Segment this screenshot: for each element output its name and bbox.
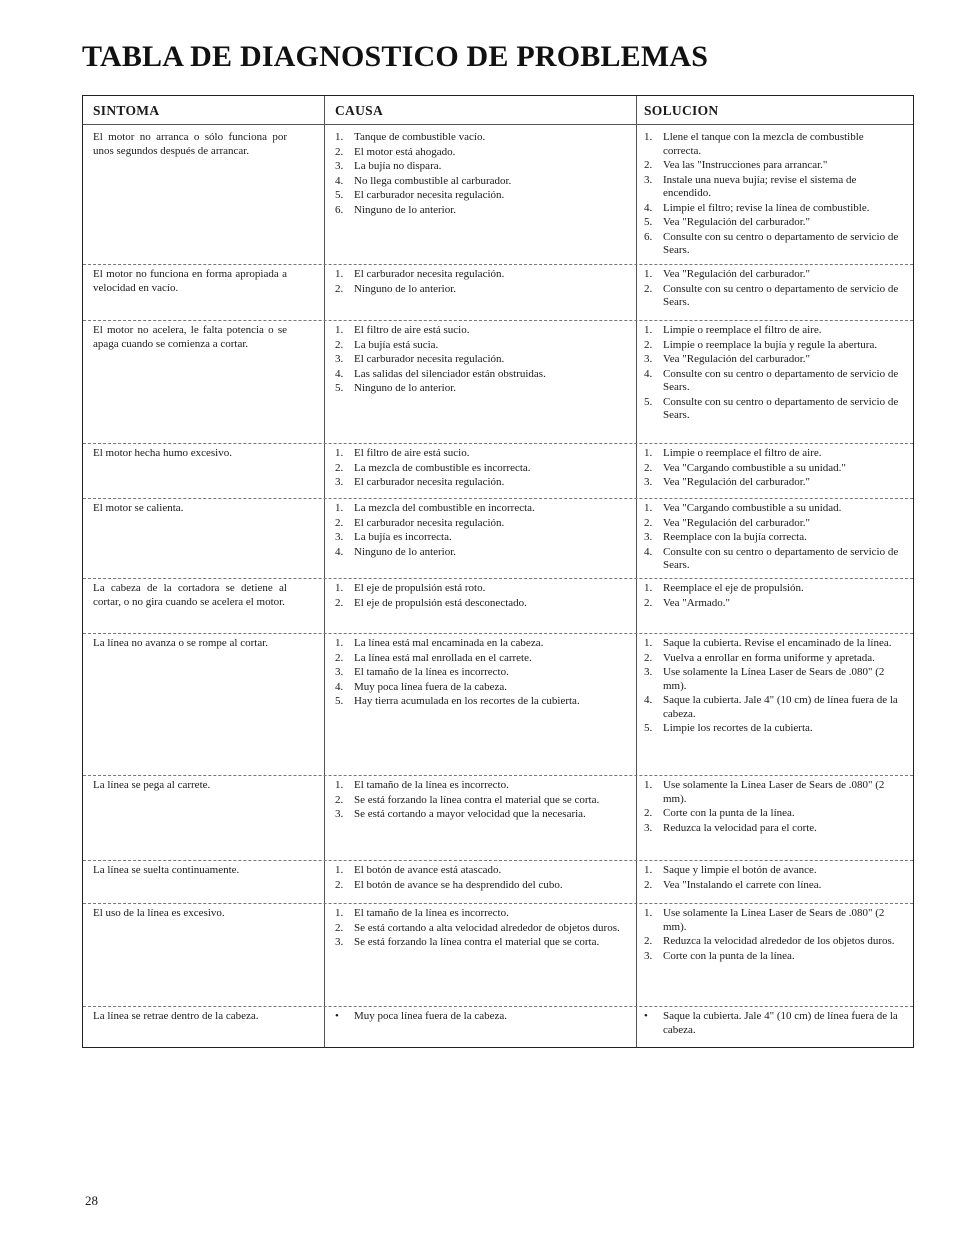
solucion-item: [644, 779, 904, 806]
causa-item-number: 3.: [335, 531, 344, 543]
solucion-item: [644, 950, 904, 964]
solucion-item-text: Saque la cubierta. Jale 4" (10 cm) de línea fuera de la cabeza.: [663, 1010, 898, 1036]
causa-item: [335, 879, 631, 893]
solucion-list: [644, 268, 904, 311]
causa-item-text: El carburador necesita regulación.: [354, 353, 505, 365]
solucion-item: [644, 368, 904, 395]
solucion-item-number: 4.: [644, 201, 653, 214]
solucion-item: [644, 582, 904, 596]
header-solucion: SOLUCION: [644, 103, 719, 118]
row-divider: [83, 903, 913, 904]
solucion-list: [644, 447, 904, 491]
causa-item-text: Se está cortando a mayor velocidad que la necesaria.: [354, 808, 586, 820]
causa-item-text: El eje de propulsión está desconectado.: [354, 596, 527, 609]
solucion-item: [644, 159, 904, 173]
solucion-item-text: Use solamente la Línea Laser de Sears de .080" (2 mm).: [663, 779, 885, 805]
solucion-item-number: 2.: [644, 807, 653, 819]
causa-item: [335, 597, 631, 611]
table-row: [83, 779, 913, 864]
causa-item-number: 5.: [335, 189, 344, 201]
causa-item-number: 2.: [335, 282, 344, 295]
causa-list: [335, 1010, 631, 1025]
causa-item-text: Ninguno de lo anterior.: [354, 203, 457, 216]
causa-list: [335, 779, 631, 823]
causa-item-number: 2.: [335, 878, 344, 891]
causa-item-text: El tamaño de la línea es incorrecto.: [354, 666, 509, 678]
solucion-item-text: Llene el tanque con la mezcla de combustible correcta.: [663, 131, 864, 157]
header-sintoma: SINTOMA: [93, 103, 160, 118]
causa-item: [335, 936, 631, 950]
solucion-item-text: Vea "Instalando el carrete con línea.: [663, 878, 822, 891]
solucion-item-text: Limpie o reemplace el filtro de aire.: [663, 447, 822, 459]
causa-item-number: 3.: [335, 353, 344, 365]
table-row: [83, 864, 913, 907]
solucion-item: [644, 447, 904, 461]
causa-item: [335, 681, 631, 695]
solucion-item-number: 1.: [644, 582, 653, 594]
solucion-item-text: Vea "Regulación del carburador.": [663, 268, 811, 280]
causa-item: [335, 447, 631, 461]
solucion-item: [644, 202, 904, 216]
causa-item-text: Ninguno de lo anterior.: [354, 282, 457, 295]
causa-item: [335, 695, 631, 709]
solucion-item-number: 1.: [644, 864, 653, 876]
solucion-item: [644, 864, 904, 878]
causa-list: [335, 324, 631, 397]
solucion-item: [644, 637, 904, 651]
causa-item-number: 2.: [335, 921, 344, 934]
causa-item-text: El carburador necesita regulación.: [354, 268, 505, 280]
solucion-list: [644, 1010, 904, 1038]
solucion-item-number: 1.: [644, 447, 653, 459]
solucion-item-text: Vea "Regulación del carburador.": [663, 476, 811, 488]
causa-item-number: 2.: [335, 596, 344, 609]
causa-item-text: Hay tierra acumulada en los recortes de la cubierta.: [354, 695, 580, 707]
solucion-item-text: Reemplace con la bujía correcta.: [663, 531, 807, 543]
causa-item-text: La bujía está sucia.: [354, 338, 439, 351]
table-row: [83, 268, 913, 324]
solucion-item-number: 2.: [644, 338, 653, 351]
row-divider: [83, 264, 913, 265]
causa-item-number: 1.: [335, 502, 344, 514]
causa-list: [335, 864, 631, 893]
solucion-item-text: Vea "Regulación del carburador.": [663, 516, 811, 529]
solucion-item-text: Corte con la punta de la línea.: [663, 949, 795, 962]
table-row: [83, 1010, 913, 1046]
causa-item-number: 2.: [335, 338, 344, 351]
causa-item-text: El carburador necesita regulación.: [354, 476, 505, 488]
solucion-item: [644, 517, 904, 531]
solucion-item: [644, 324, 904, 338]
causa-item-text: El botón de avance está atascado.: [354, 864, 502, 876]
causa-item-text: El carburador necesita regulación.: [354, 189, 505, 201]
causa-item-number: 2.: [335, 793, 344, 806]
causa-item-number: 1.: [335, 637, 344, 649]
solucion-item-number: 5.: [644, 395, 653, 408]
solucion-item: [644, 339, 904, 353]
causa-item-text: El eje de propulsión está roto.: [354, 582, 486, 594]
solucion-item: [644, 694, 904, 721]
causa-item-number: 2.: [335, 516, 344, 529]
causa-item: [335, 808, 631, 822]
solucion-item-number: 4.: [644, 367, 653, 380]
solucion-item-number: 5.: [644, 216, 653, 228]
causa-item-number: 1.: [335, 268, 344, 280]
solucion-item-number: 3.: [644, 173, 653, 186]
solucion-item: [644, 531, 904, 545]
causa-item: [335, 189, 631, 203]
causa-item-number: 4.: [335, 680, 344, 693]
solucion-item: [644, 935, 904, 949]
solucion-item-text: Vea "Cargando combustible a su unidad.": [663, 461, 846, 474]
solucion-item-text: Saque la cubierta. Revise el encaminado de la línea.: [663, 637, 892, 649]
causa-item-number: 1.: [335, 447, 344, 459]
sintoma-cell: El motor se calienta.: [93, 502, 184, 514]
solucion-item-number: •: [644, 1010, 648, 1022]
sintoma-cell: El motor no acelera, le falta potencia o se apaga cuando se comienza a cortar.: [93, 324, 287, 350]
solucion-item: [644, 652, 904, 666]
solucion-item: [644, 396, 904, 423]
solucion-list: [644, 131, 904, 259]
causa-item-text: Se está cortando a alta velocidad alrededor de objetos duros.: [354, 921, 620, 934]
causa-item: [335, 666, 631, 680]
causa-item-number: 5.: [335, 695, 344, 707]
causa-item: [335, 476, 631, 490]
solucion-list: [644, 907, 904, 964]
solucion-item-text: Saque y limpie el botón de avance.: [663, 864, 817, 876]
sintoma-cell: La línea se suelta continuamente.: [93, 864, 240, 876]
causa-item-number: 4.: [335, 367, 344, 380]
causa-item-number: 3.: [335, 808, 344, 820]
solucion-item-number: 2.: [644, 282, 653, 295]
solucion-item-text: Vea "Regulación del carburador.": [663, 353, 811, 365]
solucion-item-number: 3.: [644, 531, 653, 543]
row-divider: [83, 320, 913, 321]
solucion-item: [644, 1010, 904, 1037]
causa-item-number: 1.: [335, 131, 344, 143]
solucion-item-number: 4.: [644, 545, 653, 558]
solucion-item-number: 2.: [644, 596, 653, 609]
sintoma-cell: El motor hecha humo excesivo.: [93, 447, 232, 459]
causa-item-number: 5.: [335, 382, 344, 394]
page-title: TABLA DE DIAGNOSTICO DE PROBLEMAS: [82, 40, 709, 73]
solucion-item-text: Vuelva a enrollar en forma uniforme y apretada.: [663, 651, 875, 664]
row-divider: [83, 775, 913, 776]
solucion-item: [644, 502, 904, 516]
sintoma-cell: La línea se pega al carrete.: [93, 779, 211, 791]
sintoma-cell: El uso de la línea es excesivo.: [93, 907, 225, 919]
diagnostic-table: [82, 95, 914, 1048]
row-divider: [83, 860, 913, 861]
causa-item-number: 6.: [335, 203, 344, 216]
solucion-item-number: 3.: [644, 666, 653, 678]
solucion-item: [644, 722, 904, 736]
causa-item: [335, 283, 631, 297]
causa-list: [335, 582, 631, 611]
causa-item: [335, 546, 631, 560]
solucion-item-text: Limpie o reemplace la bujía y regule la abertura.: [663, 338, 878, 351]
header-causa: CAUSA: [335, 103, 384, 118]
solucion-item-number: 2.: [644, 461, 653, 474]
causa-item: [335, 368, 631, 382]
solucion-item: [644, 807, 904, 821]
causa-item-text: No llega combustible al carburador.: [354, 174, 512, 187]
solucion-item: [644, 131, 904, 158]
causa-item-text: Muy poca línea fuera de la cabeza.: [354, 680, 507, 693]
solucion-item-number: 1.: [644, 779, 653, 791]
solucion-item: [644, 216, 904, 230]
causa-item-number: 1.: [335, 324, 344, 336]
solucion-list: [644, 324, 904, 424]
causa-item-text: La línea está mal encaminada en la cabeza.: [354, 637, 544, 649]
causa-item-text: Tanque de combustible vacío.: [354, 131, 486, 143]
causa-item: [335, 160, 631, 174]
causa-item: [335, 922, 631, 936]
solucion-item-text: Reemplace el eje de propulsión.: [663, 582, 804, 594]
causa-item-text: El motor está ahogado.: [354, 145, 456, 158]
causa-item: [335, 1010, 631, 1024]
solucion-list: [644, 502, 904, 574]
solucion-item: [644, 597, 904, 611]
table-row: [83, 447, 913, 502]
solucion-list: [644, 864, 904, 893]
sintoma-cell: La cabeza de la cortadora se detiene al cortar, o no gira cuando se acelera el motor.: [93, 582, 287, 608]
causa-item-number: 1.: [335, 907, 344, 919]
causa-item-number: 3.: [335, 666, 344, 678]
header-divider: [83, 124, 913, 125]
solucion-item-text: Corte con la punta de la línea.: [663, 807, 795, 819]
causa-item: [335, 531, 631, 545]
causa-item: [335, 339, 631, 353]
row-divider: [83, 443, 913, 444]
causa-list: [335, 502, 631, 560]
causa-item-number: 3.: [335, 476, 344, 488]
solucion-item-text: Instale una nueva bujía; revise el sistema de encendido.: [663, 173, 857, 199]
solucion-item-number: 2.: [644, 878, 653, 891]
causa-item: [335, 353, 631, 367]
solucion-item: [644, 268, 904, 282]
table-row: [83, 502, 913, 582]
causa-item-number: 3.: [335, 936, 344, 948]
solucion-item: [644, 907, 904, 934]
causa-item-text: La bujía es incorrecta.: [354, 531, 452, 543]
causa-item: [335, 517, 631, 531]
solucion-item: [644, 353, 904, 367]
solucion-item-text: Use solamente la Línea Laser de Sears de .080" (2 mm).: [663, 907, 885, 933]
solucion-item: [644, 822, 904, 836]
sintoma-cell: La línea no avanza o se rompe al cortar.: [93, 637, 269, 649]
causa-item: [335, 131, 631, 145]
solucion-item-number: 3.: [644, 353, 653, 365]
causa-item-number: •: [335, 1010, 339, 1022]
causa-item-number: 1.: [335, 779, 344, 791]
causa-item-text: La bujía no dispara.: [354, 160, 442, 172]
causa-item-text: Ninguno de lo anterior.: [354, 382, 457, 394]
solucion-item-text: Saque la cubierta. Jale 4" (10 cm) de línea fuera de la cabeza.: [663, 694, 898, 720]
causa-item: [335, 652, 631, 666]
causa-item-text: Las salidas del silenciador están obstruidas.: [354, 367, 546, 380]
solucion-item-text: Limpie los recortes de la cubierta.: [663, 722, 813, 734]
causa-list: [335, 907, 631, 951]
causa-item-text: El botón de avance se ha desprendido del cubo.: [354, 878, 563, 891]
solucion-list: [644, 779, 904, 836]
causa-item-text: El filtro de aire está sucio.: [354, 324, 470, 336]
causa-list: [335, 131, 631, 218]
solucion-item-number: 4.: [644, 694, 653, 706]
solucion-item-number: 2.: [644, 516, 653, 529]
solucion-item: [644, 231, 904, 258]
solucion-item-number: 1.: [644, 502, 653, 514]
causa-item-text: La mezcla de combustible es incorrecta.: [354, 461, 531, 474]
solucion-item-text: Consulte con su centro o departamento de servicio de Sears.: [663, 367, 899, 393]
causa-item-number: 3.: [335, 160, 344, 172]
causa-item-text: El filtro de aire está sucio.: [354, 447, 470, 459]
causa-item: [335, 268, 631, 282]
causa-item: [335, 382, 631, 396]
causa-item: [335, 502, 631, 516]
causa-item-text: El tamaño de la línea es incorrecto.: [354, 907, 509, 919]
solucion-item-number: 1.: [644, 907, 653, 919]
solucion-list: [644, 582, 904, 611]
solucion-item-text: Vea "Cargando combustible a su unidad.: [663, 502, 842, 514]
solucion-item-number: 6.: [644, 230, 653, 243]
causa-item-text: La mezcla del combustible en incorrecta.: [354, 502, 535, 514]
causa-item-text: Ninguno de lo anterior.: [354, 545, 457, 558]
solucion-item-text: Consulte con su centro o departamento de servicio de Sears.: [663, 282, 899, 308]
table-row: [83, 907, 913, 1010]
causa-item: [335, 462, 631, 476]
solucion-item-text: Limpie el filtro; revise la línea de combustible.: [663, 201, 870, 214]
causa-item-number: 4.: [335, 174, 344, 187]
causa-list: [335, 447, 631, 491]
solucion-item: [644, 666, 904, 693]
solucion-item-text: Limpie o reemplace el filtro de aire.: [663, 324, 822, 336]
solucion-item: [644, 462, 904, 476]
solucion-list: [644, 637, 904, 737]
solucion-item-text: Reduzca la velocidad alrededor de los objetos duros.: [663, 935, 895, 947]
causa-item: [335, 864, 631, 878]
solucion-item-text: Reduzca la velocidad para el corte.: [663, 821, 817, 834]
solucion-item-number: 1.: [644, 324, 653, 336]
causa-item-number: 1.: [335, 864, 344, 876]
causa-item: [335, 324, 631, 338]
solucion-item-number: 3.: [644, 949, 653, 962]
causa-item: [335, 146, 631, 160]
solucion-item-text: Vea "Armado.": [663, 596, 731, 609]
causa-item-text: Se está forzando la línea contra el material que se corta.: [354, 936, 600, 948]
solucion-item-number: 1.: [644, 131, 653, 143]
solucion-item-number: 2.: [644, 935, 653, 947]
row-divider: [83, 633, 913, 634]
row-divider: [83, 578, 913, 579]
causa-item-number: 4.: [335, 545, 344, 558]
causa-item-number: 2.: [335, 461, 344, 474]
solucion-item: [644, 879, 904, 893]
solucion-item-number: 3.: [644, 476, 653, 488]
table-row: [83, 582, 913, 637]
solucion-item: [644, 476, 904, 490]
solucion-item-text: Vea "Regulación del carburador.": [663, 216, 811, 228]
causa-item: [335, 794, 631, 808]
sintoma-cell: El motor no funciona en forma apropiada a velocidad en vacío.: [93, 268, 287, 294]
solucion-item: [644, 546, 904, 573]
solucion-item-number: 2.: [644, 159, 653, 171]
causa-item-text: El tamaño de la línea es incorrecto.: [354, 779, 509, 791]
table-row: [83, 637, 913, 779]
causa-item-number: 2.: [335, 145, 344, 158]
solucion-item-text: Consulte con su centro o departamento de servicio de Sears.: [663, 230, 899, 256]
causa-item: [335, 175, 631, 189]
solucion-item-text: Use solamente la Línea Laser de Sears de .080" (2 mm).: [663, 666, 885, 692]
solucion-item: [644, 174, 904, 201]
causa-item-number: 1.: [335, 582, 344, 594]
table-row: [83, 324, 913, 447]
sintoma-cell: La línea se retrae dentro de la cabeza.: [93, 1010, 259, 1022]
solucion-item-number: 3.: [644, 821, 653, 834]
causa-item: [335, 637, 631, 651]
causa-item-text: La línea está mal enrollada en el carrete.: [354, 651, 532, 664]
causa-item-text: Muy poca línea fuera de la cabeza.: [354, 1010, 507, 1022]
solucion-item-number: 2.: [644, 651, 653, 664]
solucion-item-text: Consulte con su centro o departamento de servicio de Sears.: [663, 395, 899, 421]
causa-item: [335, 779, 631, 793]
solucion-item-number: 1.: [644, 268, 653, 280]
solucion-item-text: Consulte con su centro o departamento de servicio de Sears.: [663, 545, 899, 571]
causa-list: [335, 268, 631, 297]
causa-item-number: 2.: [335, 651, 344, 664]
sintoma-cell: El motor no arranca o sólo funciona por unos segundos después de arrancar.: [93, 131, 287, 157]
solucion-item-number: 1.: [644, 637, 653, 649]
solucion-item-number: 5.: [644, 722, 653, 734]
causa-list: [335, 637, 631, 710]
solucion-item-text: Vea las "Instrucciones para arrancar.": [663, 159, 828, 171]
row-divider: [83, 498, 913, 499]
solucion-item: [644, 283, 904, 310]
causa-item-text: El carburador necesita regulación.: [354, 516, 505, 529]
causa-item-text: Se está forzando la línea contra el material que se corta.: [354, 793, 600, 806]
row-divider: [83, 1006, 913, 1007]
causa-item: [335, 582, 631, 596]
page-number: 28: [85, 1193, 98, 1208]
causa-item: [335, 204, 631, 218]
table-row: [83, 131, 913, 268]
causa-item: [335, 907, 631, 921]
